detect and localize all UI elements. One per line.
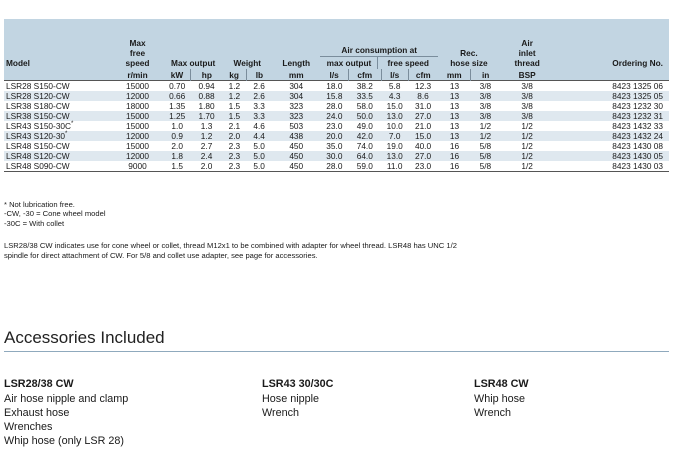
cell-model: LSR28 S120-CW <box>4 91 111 101</box>
cell-bsp: 3/8 <box>500 91 555 101</box>
cell-hose-mm: 13 <box>438 131 471 141</box>
cell-hp: 1.2 <box>191 131 223 141</box>
unit-mm: mm <box>272 69 320 81</box>
cell-air-ls-max: 35.0 <box>320 141 348 151</box>
cell-hose-in: 5/8 <box>471 161 500 172</box>
cell-hose-in: 3/8 <box>471 111 500 121</box>
header-rec-hose-size: Rec. hose size <box>438 19 500 69</box>
accessory-group-heading: LSR28/38 CW <box>4 378 74 390</box>
unit-hose-in: in <box>471 69 500 81</box>
table-row <box>4 131 669 141</box>
unit-bsp: BSP <box>500 69 555 81</box>
footnote: -30C = With collet <box>4 218 65 228</box>
accessory-group-heading: LSR48 CW <box>474 378 529 390</box>
cell-ordering-no: 8423 1430 05 <box>554 151 669 161</box>
cell-kg: 1.5 <box>223 101 247 111</box>
description-text: LSR28/38 CW indicates use for cone wheel or collet, thread M12x1 to be combined with adapter for wheel thread. LSR48 has UNC 1/2 spindle for direct attachment of CW. For 5/8 and collet use adapter, see page for accessories. <box>4 241 457 260</box>
cell-air-ls-max: 28.0 <box>320 161 348 172</box>
unit-cfm-free: cfm <box>408 69 438 81</box>
cell-air-ls-max: 30.0 <box>320 151 348 161</box>
cell-air-ls-max: 20.0 <box>320 131 348 141</box>
cell-air-cfm-free: 23.0 <box>408 161 438 172</box>
cell-air-cfm-max: 49.0 <box>348 121 381 131</box>
cell-hp: 2.0 <box>191 161 223 172</box>
cell-air-cfm-free: 8.6 <box>408 91 438 101</box>
cell-hose-in: 1/2 <box>471 131 500 141</box>
accessory-item: Wrenches <box>4 421 53 433</box>
cell-air-ls-free: 13.0 <box>381 151 408 161</box>
table-row <box>4 101 669 111</box>
cell-kw: 1.8 <box>164 151 191 161</box>
accessory-item: Whip hose <box>474 393 526 405</box>
cell-air-ls-free: 11.0 <box>381 161 408 172</box>
unit-speed: r/min <box>111 69 164 81</box>
unit-ls-max: l/s <box>320 69 348 81</box>
table-row <box>4 141 669 151</box>
accessory-group-lsr28-38 <box>4 377 128 448</box>
cell-kg: 2.0 <box>223 131 247 141</box>
accessories-divider <box>4 351 669 352</box>
cell-model: LSR48 S120-CW <box>4 151 111 161</box>
cell-hose-mm: 13 <box>438 81 471 92</box>
cell-speed: 12000 <box>111 91 164 101</box>
cell-hose-mm: 13 <box>438 91 471 101</box>
cell-ordering-no: 8423 1232 30 <box>554 101 669 111</box>
cell-air-cfm-max: 58.0 <box>348 101 381 111</box>
cell-ordering-no: 8423 1325 05 <box>554 91 669 101</box>
header-max-output: Max output <box>164 19 223 69</box>
cell-air-cfm-free: 12.3 <box>408 81 438 92</box>
cell-kg: 2.3 <box>223 141 247 151</box>
cell-lb: 4.4 <box>246 131 272 141</box>
cell-hose-in: 5/8 <box>471 141 500 151</box>
cell-air-cfm-max: 50.0 <box>348 111 381 121</box>
cell-model: LSR48 S150-CW <box>4 141 111 151</box>
cell-hose-mm: 13 <box>438 101 471 111</box>
cell-kw: 1.5 <box>164 161 191 172</box>
cell-model: LSR28 S150-CW <box>4 81 111 92</box>
cell-length: 438 <box>272 131 320 141</box>
cell-air-cfm-free: 15.0 <box>408 131 438 141</box>
unit-lb: lb <box>246 69 272 81</box>
cell-speed: 15000 <box>111 81 164 92</box>
cell-air-ls-max: 18.0 <box>320 81 348 92</box>
header-air-inlet-thread: Air inlet thread <box>500 19 555 69</box>
cell-hose-in: 3/8 <box>471 101 500 111</box>
cell-kg: 1.2 <box>223 91 247 101</box>
cell-air-ls-free: 15.0 <box>381 101 408 111</box>
cell-bsp: 3/8 <box>500 81 555 92</box>
footnote: * Not lubrication free. <box>4 200 75 209</box>
accessory-item: Wrench <box>262 407 300 419</box>
cell-air-ls-free: 13.0 <box>381 111 408 121</box>
cell-bsp: 3/8 <box>500 111 555 121</box>
cell-length: 323 <box>272 101 320 111</box>
cell-air-cfm-max: 59.0 <box>348 161 381 172</box>
footnote-marker: * <box>65 131 68 138</box>
cell-kw: 2.0 <box>164 141 191 151</box>
cell-hp: 0.94 <box>191 81 223 92</box>
cell-length: 450 <box>272 151 320 161</box>
cell-hose-in: 3/8 <box>471 91 500 101</box>
cell-kw: 1.35 <box>164 101 191 111</box>
cell-air-cfm-max: 42.0 <box>348 131 381 141</box>
cell-lb: 3.3 <box>246 101 272 111</box>
unit-kw: kW <box>164 69 191 81</box>
header-air-max-output: max output <box>326 58 372 68</box>
cell-length: 304 <box>272 91 320 101</box>
unit-ls-free: l/s <box>381 69 408 81</box>
cell-air-ls-free: 19.0 <box>381 141 408 151</box>
cell-kw: 1.25 <box>164 111 191 121</box>
cell-bsp: 1/2 <box>500 141 555 151</box>
cell-hp: 2.4 <box>191 151 223 161</box>
table-row <box>4 121 669 131</box>
cell-air-ls-free: 5.8 <box>381 81 408 92</box>
header-ordering-no: Ordering No. <box>554 19 669 69</box>
cell-lb: 4.6 <box>246 121 272 131</box>
cell-speed: 15000 <box>111 121 164 131</box>
accessory-item: Hose nipple <box>262 393 320 405</box>
cell-kg: 2.1 <box>223 121 247 131</box>
cell-ordering-no: 8423 1325 06 <box>554 81 669 92</box>
cell-hp: 0.88 <box>191 91 223 101</box>
cell-air-cfm-free: 40.0 <box>408 141 438 151</box>
cell-speed: 15000 <box>111 141 164 151</box>
cell-model: LSR38 S180-CW <box>4 101 111 111</box>
cell-model: LSR43 S150-30C* <box>4 121 111 131</box>
cell-bsp: 1/2 <box>500 151 555 161</box>
cell-bsp: 3/8 <box>500 101 555 111</box>
cell-speed: 15000 <box>111 111 164 121</box>
accessory-group-lsr48 <box>474 377 529 420</box>
unit-hose-mm: mm <box>438 69 471 81</box>
cell-bsp: 1/2 <box>500 121 555 131</box>
cell-ordering-no: 8423 1232 31 <box>554 111 669 121</box>
header-weight: Weight <box>223 19 272 69</box>
cell-kw: 0.70 <box>164 81 191 92</box>
cell-length: 323 <box>272 111 320 121</box>
cell-air-ls-free: 4.3 <box>381 91 408 101</box>
cell-lb: 2.6 <box>246 91 272 101</box>
cell-hose-in: 3/8 <box>471 81 500 92</box>
header-length: Length <box>272 19 320 69</box>
table-row <box>4 81 669 92</box>
cell-kg: 2.3 <box>223 161 247 172</box>
header-air-free-speed: free speed <box>377 57 438 69</box>
cell-bsp: 1/2 <box>500 161 555 172</box>
cell-hose-in: 5/8 <box>471 151 500 161</box>
accessory-item: Wrench <box>474 407 512 419</box>
accessories-title: Accessories Included <box>4 328 165 347</box>
cell-air-ls-max: 24.0 <box>320 111 348 121</box>
cell-model: LSR48 S090-CW <box>4 161 111 172</box>
table-row <box>4 91 669 101</box>
cell-hose-in: 1/2 <box>471 121 500 131</box>
cell-ordering-no: 8423 1432 33 <box>554 121 669 131</box>
accessory-item: Whip hose (only LSR 28) <box>4 435 125 447</box>
cell-speed: 12000 <box>111 151 164 161</box>
cell-length: 304 <box>272 81 320 92</box>
cell-hose-mm: 16 <box>438 151 471 161</box>
cell-lb: 3.3 <box>246 111 272 121</box>
cell-speed: 12000 <box>111 131 164 141</box>
cell-air-cfm-max: 33.5 <box>348 91 381 101</box>
table-row <box>4 151 669 161</box>
specification-table <box>4 19 669 172</box>
cell-hose-mm: 13 <box>438 121 471 131</box>
table-row <box>4 161 669 172</box>
cell-hp: 1.70 <box>191 111 223 121</box>
cell-air-cfm-max: 38.2 <box>348 81 381 92</box>
cell-ordering-no: 8423 1432 24 <box>554 131 669 141</box>
cell-hose-mm: 16 <box>438 161 471 172</box>
cell-length: 450 <box>272 141 320 151</box>
cell-hp: 2.7 <box>191 141 223 151</box>
footnotes <box>4 200 106 228</box>
cell-ordering-no: 8423 1430 08 <box>554 141 669 151</box>
cell-model: LSR43 S120-30* <box>4 131 111 141</box>
cell-bsp: 1/2 <box>500 131 555 141</box>
cell-kw: 0.66 <box>164 91 191 101</box>
header-air-consumption: Air consumption at max output free speed <box>320 19 438 69</box>
cell-kw: 1.0 <box>164 121 191 131</box>
accessory-item: Exhaust hose <box>4 407 70 419</box>
unit-cfm-max: cfm <box>348 69 381 81</box>
cell-hp: 1.3 <box>191 121 223 131</box>
header-model: Model <box>4 19 111 69</box>
cell-lb: 5.0 <box>246 161 272 172</box>
cell-air-cfm-max: 74.0 <box>348 141 381 151</box>
cell-air-ls-max: 23.0 <box>320 121 348 131</box>
cell-hose-mm: 16 <box>438 141 471 151</box>
cell-air-ls-free: 7.0 <box>381 131 408 141</box>
unit-kg: kg <box>223 69 247 81</box>
cell-lb: 5.0 <box>246 151 272 161</box>
cell-kg: 1.2 <box>223 81 247 92</box>
cell-kw: 0.9 <box>164 131 191 141</box>
footnote-marker: * <box>71 121 74 128</box>
cell-model: LSR38 S150-CW <box>4 111 111 121</box>
cell-kg: 1.5 <box>223 111 247 121</box>
cell-air-cfm-free: 27.0 <box>408 151 438 161</box>
accessory-group-lsr43 <box>262 377 333 420</box>
cell-air-ls-free: 10.0 <box>381 121 408 131</box>
cell-air-cfm-free: 31.0 <box>408 101 438 111</box>
cell-air-cfm-free: 27.0 <box>408 111 438 121</box>
cell-ordering-no: 8423 1430 03 <box>554 161 669 172</box>
cell-lb: 2.6 <box>246 81 272 92</box>
cell-hose-mm: 13 <box>438 111 471 121</box>
cell-speed: 18000 <box>111 101 164 111</box>
cell-hp: 1.80 <box>191 101 223 111</box>
cell-air-cfm-free: 21.0 <box>408 121 438 131</box>
cell-speed: 9000 <box>111 161 164 172</box>
cell-length: 450 <box>272 161 320 172</box>
cell-kg: 2.3 <box>223 151 247 161</box>
cell-air-ls-max: 28.0 <box>320 101 348 111</box>
cell-air-cfm-max: 64.0 <box>348 151 381 161</box>
accessory-item: Air hose nipple and clamp <box>4 393 129 405</box>
cell-length: 503 <box>272 121 320 131</box>
cell-lb: 5.0 <box>246 141 272 151</box>
cell-air-ls-max: 15.8 <box>320 91 348 101</box>
table-row <box>4 111 669 121</box>
unit-hp: hp <box>191 69 223 81</box>
footnote: -CW, -30 = Cone wheel model <box>4 209 106 219</box>
header-max-free-speed: Max free speed <box>111 19 164 69</box>
accessory-group-heading: LSR43 30/30C <box>262 378 334 390</box>
